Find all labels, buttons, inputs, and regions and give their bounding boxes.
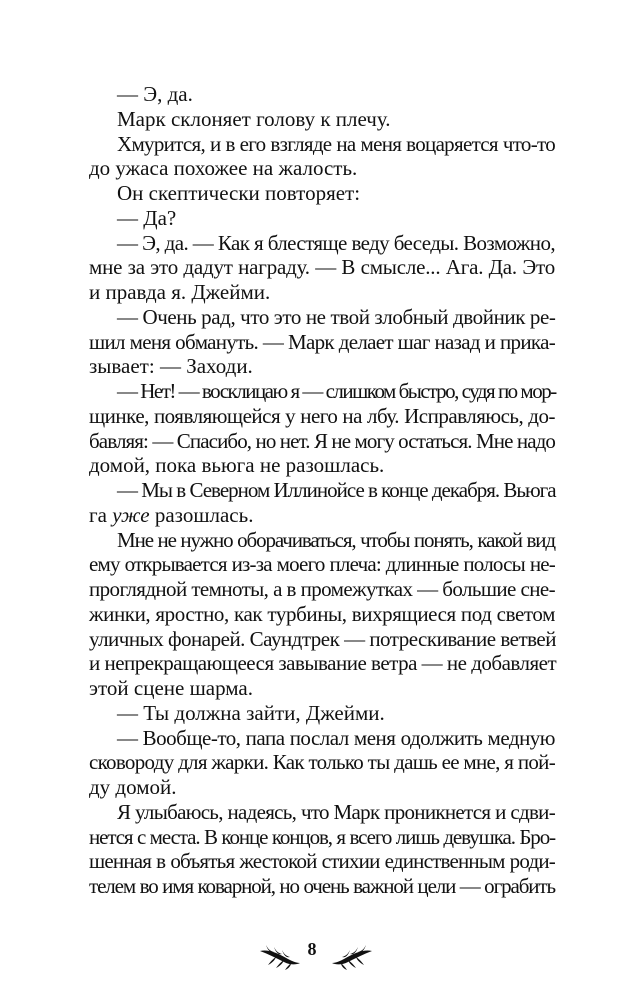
text-line: этой сцене шарма.	[89, 676, 253, 700]
text-line: телем во имя коварной, но очень важной цели — ограбить	[89, 874, 555, 898]
text-line: — Ты должна зайти, Джейми.	[117, 700, 385, 725]
page-footer	[0, 937, 624, 977]
text-line: проглядной темноты, а в промежутках — большие сне-	[89, 577, 555, 601]
left-ornament-icon	[258, 941, 302, 973]
text-line: Он скептически повторяет:	[117, 181, 361, 205]
right-ornament-icon	[330, 941, 374, 973]
text-line: и непрекращающееся завывание ветра — не добавляет	[89, 651, 557, 676]
text-line: — Очень рад, что это не твой злобный двойник ре-	[117, 304, 556, 329]
text-line: — Э, да.	[117, 82, 193, 106]
text-fragment: разошлась.	[149, 502, 254, 527]
text-line: Я улыбаюсь, надеясь, что Марк проникнется и сдви-	[117, 799, 555, 824]
text-line: и правда я. Джейми.	[89, 280, 271, 304]
text-line: Мне не нужно оборачиваться, чтобы понять, какой вид	[117, 527, 555, 552]
text-line: до ужаса похожее на жалость.	[89, 156, 358, 181]
text-line: шенная в объятья жестокой стихии единственным роди-	[89, 849, 555, 874]
text-line: мне за это дадут награду. — В смысле... Ага. Да. Это	[89, 255, 555, 280]
text-line: — Да?	[117, 205, 177, 230]
text-line: ему открывается из-за моего плеча: длинные полосы не-	[89, 552, 555, 577]
text-line: зывает: — Заходи.	[89, 354, 253, 379]
text-line: жинки, яростно, как турбины, вихрящиеся под светом	[89, 601, 555, 626]
text-line: сковороду для жарки. Как только ты дашь ее мне, я пой-	[89, 750, 555, 775]
text-line: ду домой.	[89, 775, 177, 799]
text-line-vyuga-uzhe: га уже разошлась.	[89, 502, 254, 527]
page-number: 8	[307, 939, 317, 959]
italic-word: уже	[112, 502, 150, 527]
text-line: — Нет! — восклицаю я — слишком быстро, судя по мор-	[117, 379, 556, 403]
text-line: бавляя: — Спасибо, но нет. Я не могу остаться. Мне надо	[89, 428, 555, 453]
text-line: щинке, появляющейся у него на лбу. Исправляюсь, до-	[89, 403, 555, 428]
body-text	[89, 82, 555, 899]
text-line: — Вообще-то, папа послал меня одолжить медную	[117, 725, 555, 750]
text-line: нется с места. В конце концов, я всего лишь девушка. Бро-	[89, 824, 555, 849]
text-line: — Мы в Северном Иллинойсе в конце декабря. Вьюга	[117, 478, 556, 502]
text-line: домой, пока вьюга не разошлась.	[89, 453, 385, 478]
text-line: шил меня обмануть. — Марк делает шаг назад и прика-	[89, 329, 555, 354]
text-line: — Э, да. — Как я блестяще веду беседы. Возможно,	[117, 230, 555, 255]
text-line: Марк склоняет голову к плечу.	[117, 106, 391, 131]
text-line: Хмурится, и в его взгляде на меня воцаряется что-то	[117, 131, 555, 156]
text-line: уличных фонарей. Саундтрек — потрескивание ветвей	[89, 626, 556, 651]
